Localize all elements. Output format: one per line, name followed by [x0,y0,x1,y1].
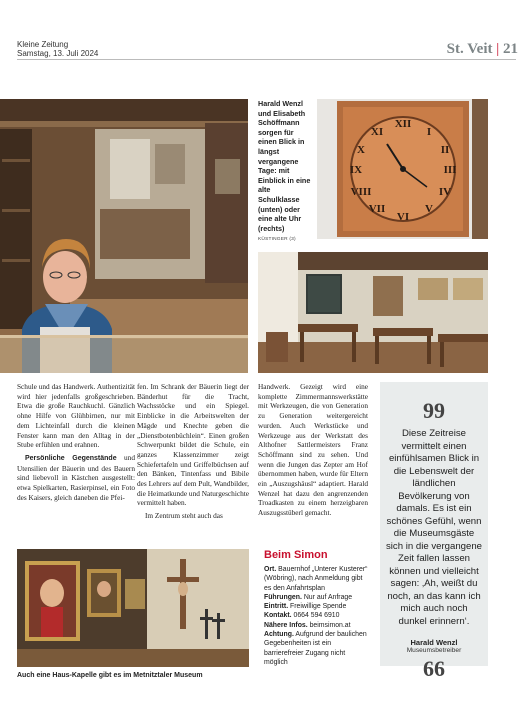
svg-text:VIII: VIII [350,186,372,198]
info-achtung-label: Achtung. [264,631,294,639]
quote-text: Diese Zeitreise vermittelt einen einfühlsamen Blick in die Lebenswelt der ländlichen Bevölkerung von damals. Es ist ein schönes Gefühl, wenn die Museumsgäste sich in die vergangene Zeit fallen lassen können und vielleicht sagen: ‚Ah, weißt du noch, an das kann ich mich auch noch dunkel erinnern‘. [386,428,483,627]
chapel-photo [17,549,249,667]
publication-header [17,40,98,58]
svg-text:VI: VI [396,211,410,223]
publication-name: Kleine Zeitung [17,40,69,49]
info-fuehrungen-value: Nur auf Anfrage [301,593,353,601]
chapel-photo-image [17,549,249,667]
clock-photo-image [317,99,488,239]
body-col2-paragraph-1: fen. Im Schrank der Bäuerin liegt der Bänderhut für die Tracht, Wachsstöcke und ein Spiegel. Einblicke in die Arbeitswelten der Mägde und Knechte geben die „Dienstbotenbüchlein“. Einen großen Schwerpunkt bildet die Schule, ein ganzes Klassenzimmer zeigt Schiefertafeln und Griffelbüchsen auf den Bänken, Tintenfass und Bibile des Lehrers auf dem Pult, Wandbilder, die Heimatkunde und Naturgeschichte vermittelt haben. [137,382,249,508]
body-col1-paragraph-2-text: und Utensilien der Bäuerin und des Bauern sind liebevoll in Kästchen ausgestellt: etwa Spielkarten, Rasierpinsel, ein Foto des Kaisers, gleich daneben die Pfei- [17,452,135,502]
info-eintritt-label: Eintritt. [264,603,289,611]
svg-text:XII: XII [394,118,412,130]
quote-close-mark: 66 [423,656,445,681]
info-kontakt-value: 0664 594 6910 [291,612,340,620]
svg-text:I: I [426,126,432,138]
quote-box [380,382,488,681]
info-kontakt-label: Kontakt. [264,612,292,620]
classroom-photo [258,252,488,373]
body-column-1 [17,382,135,505]
svg-text:X: X [357,144,365,156]
section-header: St. Veit | 21 [446,41,518,57]
main-photo [0,99,248,373]
caption-top-credit: KÜSTINGER (3) [258,237,296,243]
quote-role: Museumsbetreiber [406,647,462,654]
body-col1-paragraph-2 [17,453,135,503]
section-name: St. Veit [446,41,493,57]
svg-text:VII: VII [368,203,386,215]
svg-text:II: II [440,144,450,156]
body-column-3 [258,382,368,521]
info-box-title: Beim Simon [264,549,328,561]
info-kontakt [264,611,370,620]
info-infos-value[interactable]: beimsimon.at [307,621,351,629]
info-eintritt [264,602,370,611]
svg-text:XI: XI [370,126,384,138]
body-col2-paragraph-2: Im Zentrum steht auch das [145,511,223,521]
info-fuehrungen [264,593,370,602]
caption-top-text: Harald Wenzl und Elisabeth Schöffmann sorgen für einen Blick in längst vergangene Tage: mit Einblick in eine alte Schulklasse (unten) oder eine alte Uhr (rechts) [258,99,311,233]
quote-open-mark: 99 [423,398,445,423]
info-ort [264,565,370,593]
info-achtung-value: Aufgrund der baulichen Gegebenheiten ist ein barrierefreier Zugang nicht möglich [264,631,367,666]
info-box [264,549,370,667]
header-rule [17,59,516,60]
info-infos-label: Nähere Infos. [264,621,308,629]
info-achtung [264,630,370,667]
body-column-2 [137,382,249,524]
quote-author: Harald Wenzl [410,638,458,647]
body-col3-paragraph-1: Handwerk. Gezeigt wird eine komplette Zimmermannswerkstätte mit Werkzeugen, die von Generation zu Generation weitergereicht wurden. Auch Werkstücke und Werkzeuge aus der Werkstatt des Althofner Sattlermeisters Franz Schöffmann sind zu sehen. Und wenn die Jungen das Zepter am Hof übernommen haben, wurde für Eltern ein „Auszugshäusl“ adaptiert. Harald Wenzel hat dazu den angrenzenden Troadkasten zu einem herzeigbaren Auszugsstüberl gemacht. [258,382,368,518]
svg-text:III: III [443,164,457,176]
body-col1-paragraph-1: Schule und das Handwerk. Authentizität wird hier jedenfalls großgeschrieben. Etwa die große Rauchkuchl. Gänzlich ohne Hilfe von Glühbirnen, nur mit dem Lichteinfall durch die kleinen Fenster kann man den Alltag in der Stube erfühlen und erahnen. [17,382,135,450]
info-fuehrungen-label: Führungen. [264,593,302,601]
info-ort-value: Bauernhof „Unterer Kusterer“ (Wöbring), nach Anmeldung gibt es den Anfahrtsplan [264,566,368,592]
info-eintritt-value: Freiwillige Spende [288,603,347,611]
clock-photo [317,99,488,239]
info-ort-label: Ort. [264,566,277,573]
info-box-content [264,565,370,667]
svg-text:V: V [425,203,433,215]
main-photo-image [0,99,248,373]
svg-text:IX: IX [349,164,363,176]
svg-text:IV: IV [438,186,452,198]
classroom-photo-image [258,252,488,373]
body-col1-lead: Persönliche Gegenstände [25,454,117,462]
page-number: 21 [503,41,518,57]
info-infos [264,621,370,630]
caption-bottom: Auch eine Haus-Kapelle gibt es im Metnitztaler Museum [17,672,203,679]
publication-date: Samstag, 13. Juli 2024 [17,49,99,58]
caption-top [258,99,312,245]
